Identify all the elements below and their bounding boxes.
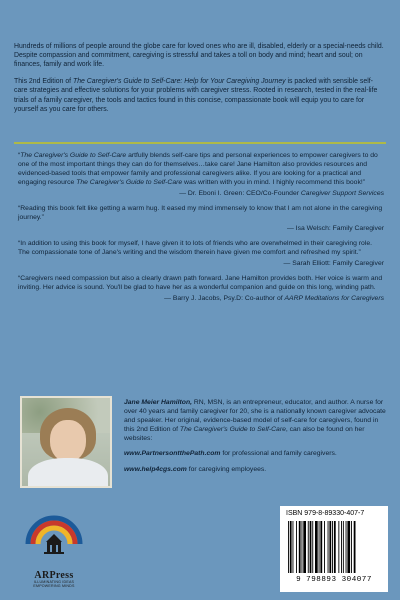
publisher-tagline-2: EMPOWERING MINDS — [33, 583, 75, 588]
barcode-icon — [288, 521, 380, 573]
isbn-barcode — [280, 506, 388, 592]
publisher-logo-text — [18, 570, 90, 589]
intro-p2-rest: is packed with sensible self-care strategies and effective solutions for your problems with caregiver stress. Rooted in research, tested in the real-life trials of a family caregiver, the tools and tactics found in this concise, compassionate book will equip you to care for yourself as you care for others. — [14, 78, 378, 113]
publisher-tagline-1: ILLUMINATING IDEAS — [33, 580, 75, 584]
review-quote: “The Caregiver's Guide to Self-Care artfully blends self-care tips and personal experiences to empower caregivers to do one of the most important things they can do for themselves…take care! Jane Hamilton also provides resources and evidenced-based tools that empower family and professional caregivers alike. If you are looking for a practical and engaging resource The Caregiver's Guide to Self-Care was written with you in mind. I highly recommend this book!” — [18, 152, 378, 186]
review-4 — [18, 275, 384, 304]
reviews — [18, 152, 384, 310]
review-attribution: — Sarah Elliott: Family Caregiver — [283, 259, 384, 267]
author-bio — [124, 398, 386, 480]
divider-line — [14, 142, 386, 144]
publisher-name: ARPress — [34, 570, 74, 581]
author-name: Jane Meier Hamilton, — [124, 399, 192, 406]
intro-paragraph-1: Hundreds of millions of people around the globe care for loved ones who are ill, disabled, elderly or a special-needs child. Despite compassion and commitment, caregiving is stressful and takes a toll on body and mind; heart and soul; on finances, family and work life. — [14, 43, 384, 69]
review-attribution: — Barry J. Jacobs, Psy.D: Co-author of AARP Meditations for Caregivers — [164, 294, 384, 302]
intro-text — [14, 42, 386, 122]
author-website-2: www.help4cgs.com for caregiving employees. — [124, 465, 267, 473]
review-quote: “Caregivers need compassion but also a clearly drawn path forward. Jane Hamilton provides both. Her voice is warm and inviting. Her advice is sound. You'll be glad to have her as a wonderful companion and guide on this long, winding path. — [18, 274, 383, 291]
author-photo — [20, 396, 112, 488]
barcode-number: 9 798893 304077 — [296, 576, 372, 584]
website-link-partners[interactable]: www.PartnersontthePath.com — [124, 450, 221, 458]
review-attribution: — Isa Welsch: Family Caregiver — [287, 224, 384, 232]
review-quote: “In addition to using this book for myself, I have given it to lots of friends who are overwhelmed in their caregiving role. The compassionate tone of Jane's writing and the wisdom therein have given me comfort and refreshed my spirit.” — [18, 239, 372, 256]
review-quote: “Reading this book felt like getting a warm hug. It eased my mind immensely to know that I am not alone in the caregiving journey.” — [18, 204, 383, 221]
review-2 — [18, 205, 384, 234]
author-website-1: www.PartnersontthePath.com for professional and family caregivers. — [124, 450, 337, 458]
review-attribution: — Dr. Eboni I. Green: CEO/Co-Founder Caregiver Support Services — [179, 189, 384, 197]
intro-p2-lead: This 2nd Edition of — [14, 78, 73, 86]
review-1 — [18, 152, 384, 199]
book-title: The Caregiver's Guide to Self-Care: Help for Your Caregiving Journey — [73, 78, 286, 86]
author-bio-text: Jane Meier Hamilton, RN, MSN, is an entrepreneur, educator, and author. A nurse for over 40 years and family caregiver for 20, she is a nationally known caregiver advocate and speaker. Her original, evidence-based model of self-care for caregivers, found in this 2nd Edition of The Caregiver's Guide to Self-Care, can also be found on her websites: — [124, 399, 386, 443]
website-link-help4cgs[interactable]: www.help4cgs.com — [124, 465, 187, 473]
isbn-label: ISBN 979-8-89330-407-7 — [286, 510, 365, 517]
intro-paragraph-2 — [14, 77, 386, 113]
review-3 — [18, 240, 384, 269]
